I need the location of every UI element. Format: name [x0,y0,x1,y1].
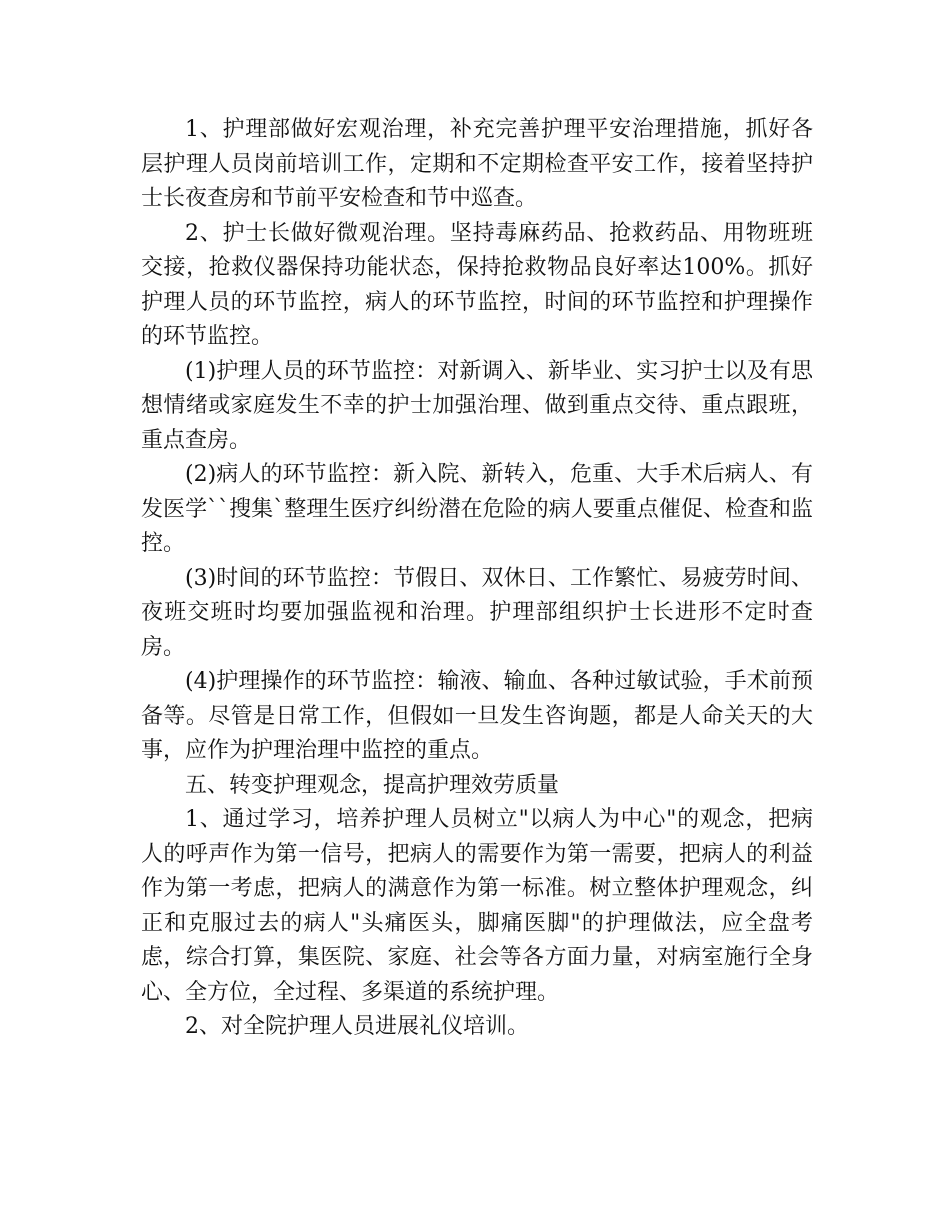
paragraph-5: (3)时间的环节监控：节假日、双休日、工作繁忙、易疲劳时间、夜班交班时均要加强监视和治理。护理部组织护士长进形不定时查房。 [141,565,813,660]
section-heading: 五、转变护理观念，提高护理效劳质量 [185,772,560,798]
paragraph-2: 2、护士长做好微观治理。坚持毒麻药品、抢救药品、用物班班交接，抢救仪器保持功能状态，保持抢救物品良好率达100%。抓好护理人员的环节监控，病人的环节监控，时间的环节监控和护理操作的环节监控。 [141,220,813,349]
paragraph-4: (2)病人的环节监控：新入院、新转入，危重、大手术后病人、有发医学``搜集`整理生医疗纠纷潜在危险的病人要重点催促、检查和监控。 [141,462,813,556]
paragraph-3: (1)护理人员的环节监控：对新调入、新毕业、实习护士以及有思想情绪或家庭发生不幸的护士加强治理、做到重点交待、重点跟班，重点查房。 [141,358,813,453]
paragraph-7: 1、通过学习，培养护理人员树立"以病人为中心"的观念，把病人的呼声作为第一信号，把病人的需要作为第一需要，把病人的利益作为第一考虑，把病人的满意作为第一标准。树立整体护理观念，纠正和克服过去的病人"头痛医头，脚痛医脚"的护理做法，应全盘考虑，综合打算，集医院、家庭、社会等各方面力量，对病室施行全身心、全方位，全过程、多渠道的系统护理。 [141,807,813,1005]
paragraph-1: 1、护理部做好宏观治理，补充完善护理平安治理措施，抓好各层护理人员岗前培训工作，定期和不定期检查平安工作，接着坚持护士长夜查房和节前平安检查和节中巡查。 [141,117,813,211]
paragraph-6: (4)护理操作的环节监控：输液、输血、各种过敏试验，手术前预备等。尽管是日常工作，但假如一旦发生咨询题，都是人命关天的大事，应作为护理治理中监控的重点。 [141,669,813,763]
document-body [141,113,813,1045]
paragraph-8: 2、对全院护理人员进展礼仪培训。 [185,1014,529,1039]
